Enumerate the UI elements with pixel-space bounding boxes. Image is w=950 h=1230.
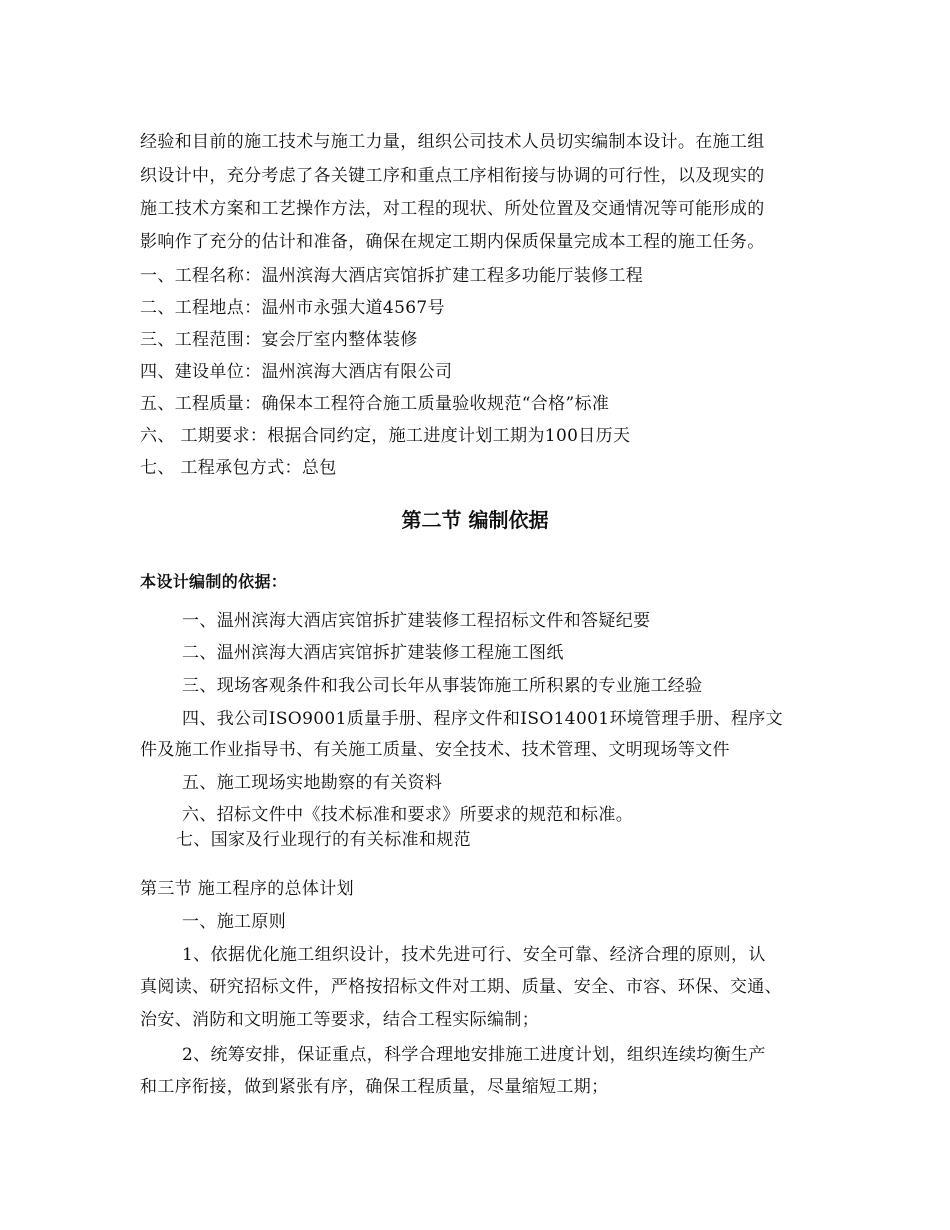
project-owner: 四、建设单位：温州滨海大酒店有限公司	[140, 362, 453, 382]
basis-item: 一、温州滨海大酒店宾馆拆扩建装修工程招标文件和答疑纪要	[182, 611, 651, 631]
intro-line: 织设计中，充分考虑了各关键工序和重点工序相衔接与协调的可行性，以及现实的	[140, 166, 765, 186]
intro-line: 经验和目前的施工技术与施工力量，组织公司技术人员切实编制本设计。在施工组	[140, 132, 765, 152]
principle-line: 1、依据优化施工组织设计，技术先进可行、安全可靠、经济合理的原则，认	[182, 945, 766, 965]
project-location: 二、工程地点：温州市永强大道4567号	[140, 298, 445, 318]
principle-line: 真阅读、研究招标文件，严格按招标文件对工期、质量、安全、市容、环保、交通、	[140, 977, 782, 997]
basis-item: 七、国家及行业现行的有关标准和规范	[176, 830, 471, 850]
section-3-title: 第三节 施工程序的总体计划	[140, 879, 354, 899]
project-quality: 五、工程质量：确保本工程符合施工质量验收规范“合格”标准	[140, 394, 610, 414]
basis-item: 五、施工现场实地勘察的有关资料	[182, 773, 443, 793]
project-scope: 三、工程范围：宴会厅室内整体装修	[140, 330, 418, 350]
principle-line: 和工序衔接，做到紧张有序，确保工程质量，尽量缩短工期；	[140, 1077, 609, 1097]
project-name: 一、工程名称：温州滨海大酒店宾馆拆扩建工程多功能厅装修工程	[140, 266, 644, 286]
section-2-label: 本设计编制的依据：	[140, 572, 288, 591]
intro-line: 施工技术方案和工艺操作方法，对工程的现状、所处位置及交通情况等可能形成的	[140, 199, 765, 219]
basis-item: 四、我公司ISO9001质量手册、程序文件和ISO14001环境管理手册、程序文	[182, 709, 783, 729]
project-schedule: 六、 工期要求：根据合同约定，施工进度计划工期为100日历天	[140, 426, 631, 446]
intro-line: 影响作了充分的估计和准备，确保在规定工期内保质保量完成本工程的施工任务。	[140, 232, 765, 252]
principle-heading: 一、施工原则	[182, 912, 287, 932]
principle-line: 2、统筹安排，保证重点，科学合理地安排施工进度计划，组织连续均衡生产	[182, 1045, 766, 1065]
project-contract-mode: 七、 工程承包方式：总包	[140, 458, 337, 478]
section-2-title: 第二节 编制依据	[401, 508, 549, 532]
basis-item: 三、现场客观条件和我公司长年从事装饰施工所积累的专业施工经验	[182, 676, 703, 696]
basis-item: 二、温州滨海大酒店宾馆拆扩建装修工程施工图纸	[182, 643, 564, 663]
basis-item-continued: 件及施工作业指导书、有关施工质量、安全技术、技术管理、文明现场等文件	[140, 740, 730, 760]
basis-item: 六、招标文件中《技术标准和要求》所要求的规范和标准。	[182, 805, 634, 825]
principle-line: 治安、消防和文明施工等要求，结合工程实际编制；	[140, 1010, 540, 1030]
